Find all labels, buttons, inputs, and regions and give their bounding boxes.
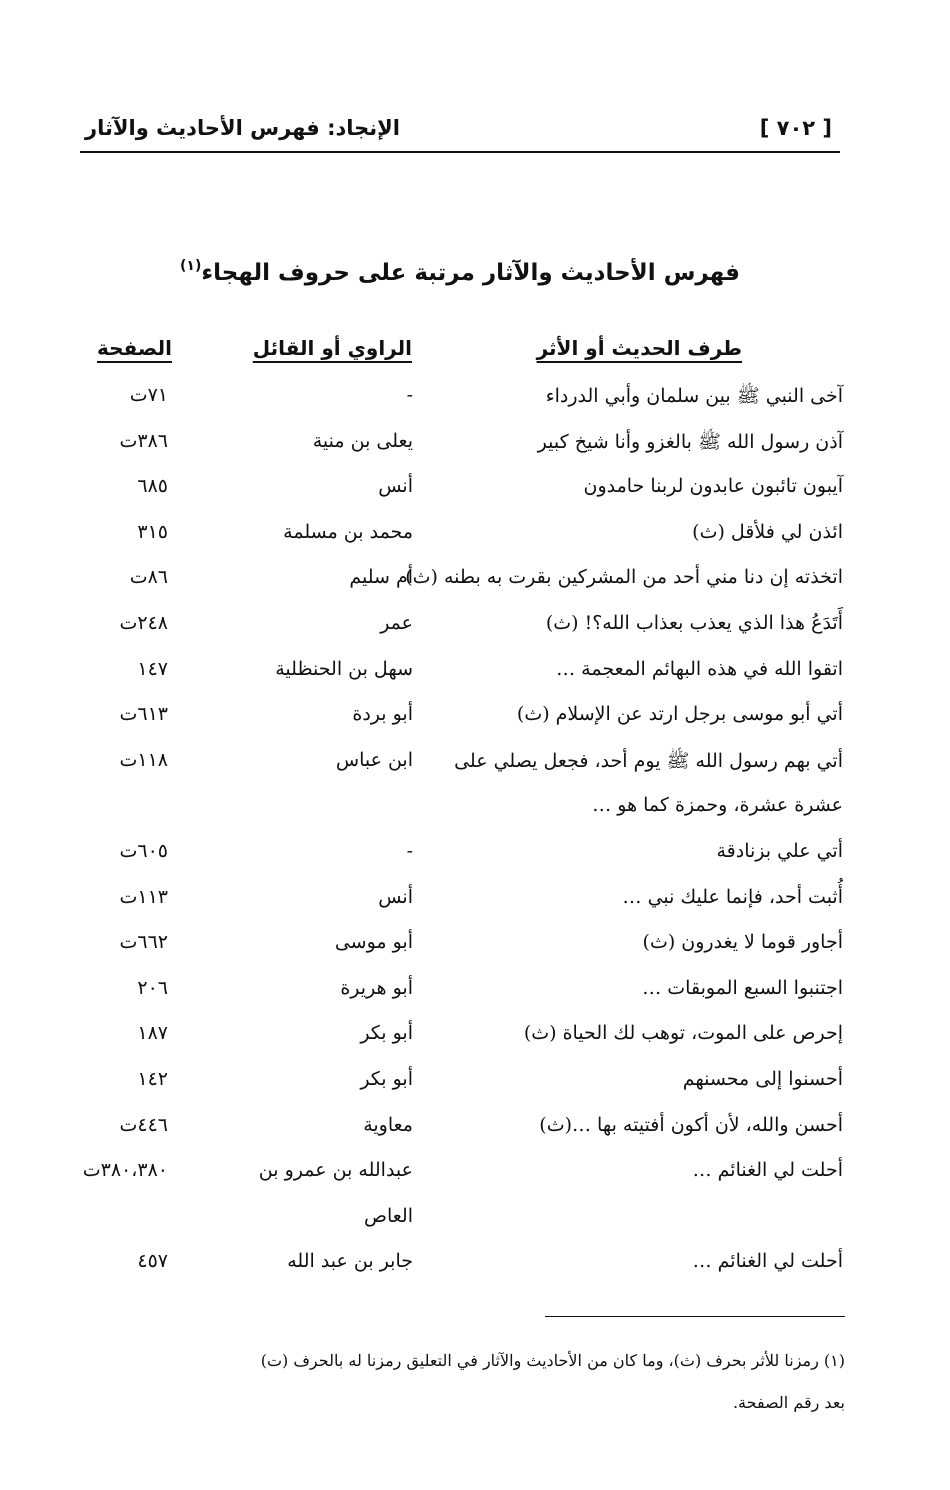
page-ref: ٢٠٦: [137, 976, 168, 999]
footnote-line-1: (١) رمزنا للأثر بحرف (ث)، وما كان من الأحاديث والآثار في التعليق رمزنا له بالحرف (ت): [260, 1351, 845, 1370]
narrator-text: أم سليم: [349, 566, 413, 589]
narrator-text: عمر: [380, 611, 413, 634]
page-title: [80, 258, 840, 286]
hadith-text: اتقوا الله في هذه البهائم المعجمة …: [556, 657, 843, 680]
page-ref: ١٨٧: [137, 1022, 168, 1045]
header-rule: [80, 151, 840, 153]
page-ref: ٤٥٧: [137, 1250, 168, 1273]
table-row: [0, 1016, 950, 1062]
page-ref: ٦١٣ت: [119, 703, 168, 726]
narrator-text: يعلى بن منية: [312, 429, 413, 452]
hadith-text: أتي علي بزنادقة: [716, 839, 843, 862]
hadith-text: عشرة عشرة، وحمزة كما هو …: [592, 794, 843, 817]
narrator-text: أبو بكر: [360, 1022, 413, 1045]
hadith-text: أتي بهم رسول الله ﷺ يوم أحد، فجعل يصلي على: [454, 749, 843, 772]
column-header-hadith: طرف الحديث أو الأثر: [536, 336, 742, 360]
narrator-text: أنس: [378, 475, 413, 498]
table-row: [0, 788, 950, 834]
narrator-text: محمد بن مسلمة: [283, 520, 413, 543]
narrator-text: العاص: [364, 1204, 413, 1227]
footnote-line-2: بعد رقم الصفحة.: [732, 1393, 845, 1412]
table-row: [0, 925, 950, 971]
page-ref: ٣٨٦ت: [119, 429, 168, 452]
footnote-rule: [545, 1316, 845, 1317]
narrator-text: أبو هريرة: [340, 976, 413, 999]
table-row: [0, 1153, 950, 1199]
index-table: [0, 378, 950, 1290]
table-row: [0, 697, 950, 743]
table-row: [0, 880, 950, 926]
table-row: [0, 1108, 950, 1154]
table-row: [0, 515, 950, 561]
hadith-text: آيبون تائبون عابدون لربنا حامدون: [583, 475, 843, 498]
hadith-text: ائذن لي فلأقل (ث): [692, 520, 843, 543]
narrator-text: -: [406, 384, 413, 406]
hadith-text: إحرص على الموت، توهب لك الحياة (ث): [523, 1022, 843, 1045]
hadith-text: أُثبت أحد، فإنما عليك نبي …: [622, 885, 843, 908]
table-row: [0, 378, 950, 424]
page-ref: ١٤٧: [137, 657, 168, 680]
page-ref: ٧١ت: [129, 384, 168, 406]
hadith-text: اتخذته إن دنا مني أحد من المشركين بقرت به بطنه (ث): [405, 566, 843, 589]
narrator-text: سهل بن الحنظلية: [275, 657, 413, 680]
narrator-text: -: [406, 839, 413, 862]
page-ref: ٦٠٥ت: [119, 839, 168, 862]
narrator-text: عبدالله بن عمرو بن: [258, 1159, 413, 1182]
page-ref: ٨٦ت: [129, 566, 168, 589]
hadith-text: أحسنوا إلى محسنهم: [682, 1067, 843, 1090]
narrator-text: أبو موسى: [334, 931, 413, 954]
hadith-text: آذن رسول الله ﷺ بالغزو وأنا شيخ كبير: [537, 430, 843, 453]
hadith-text: أحلت لي الغنائم …: [692, 1250, 843, 1273]
footnote: [80, 1340, 845, 1424]
narrator-text: أبو بردة: [352, 703, 413, 726]
hadith-text: آخى النبي ﷺ بين سلمان وأبي الدرداء: [545, 385, 843, 407]
table-row: [0, 1244, 950, 1290]
narrator-text: أنس: [378, 885, 413, 908]
page-ref: ٤٤٦ت: [119, 1113, 168, 1136]
page-ref: ٦٦٢ت: [119, 931, 168, 954]
page-ref: ٣٨٠،٣٨٠ت: [82, 1159, 168, 1182]
page-title-text: فهرس الأحاديث والآثار مرتبة على حروف الهجاء: [201, 260, 740, 286]
table-row: [0, 1062, 950, 1108]
page-number: [ ٧٠٢ ]: [759, 116, 832, 140]
table-row: [0, 606, 950, 652]
page-ref: ٦٨٥: [137, 475, 168, 498]
page-ref: ٢٤٨ت: [119, 611, 168, 634]
running-header: [80, 110, 840, 154]
running-title: الإنجاد: فهرس الأحاديث والآثار: [85, 116, 400, 140]
page-ref: ١٤٢: [137, 1067, 168, 1090]
narrator-text: ابن عباس: [335, 748, 413, 771]
page-ref: ٣١٥: [137, 520, 168, 543]
hadith-text: أحسن والله، لأن أكون أفتيته بها …(ث): [539, 1113, 843, 1136]
hadith-text: أجاور قوما لا يغدرون (ث): [642, 931, 843, 954]
hadith-text: أتي أبو موسى برجل ارتد عن الإسلام (ث): [516, 703, 843, 726]
hadith-text: أحلت لي الغنائم …: [692, 1159, 843, 1182]
table-row: [0, 743, 950, 789]
table-row: [0, 469, 950, 515]
hadith-text: أَتَدَعُ هذا الذي يعذب بعذاب الله؟! (ث): [545, 611, 843, 634]
table-row: [0, 652, 950, 698]
title-footnote-marker: (١): [180, 258, 202, 274]
table-row: [0, 424, 950, 470]
column-header-narrator: الراوي أو القائل: [252, 336, 412, 360]
narrator-text: معاوية: [363, 1113, 413, 1136]
table-row: [0, 1199, 950, 1245]
table-row: [0, 560, 950, 606]
column-header-page: الصفحة: [96, 336, 172, 360]
table-row: [0, 834, 950, 880]
hadith-text: اجتنبوا السبع الموبقات …: [642, 976, 843, 999]
page-ref: ١١٣ت: [119, 885, 168, 908]
page-ref: ١١٨ت: [119, 748, 168, 771]
narrator-text: أبو بكر: [360, 1067, 413, 1090]
narrator-text: جابر بن عبد الله: [287, 1250, 413, 1273]
table-row: [0, 971, 950, 1017]
